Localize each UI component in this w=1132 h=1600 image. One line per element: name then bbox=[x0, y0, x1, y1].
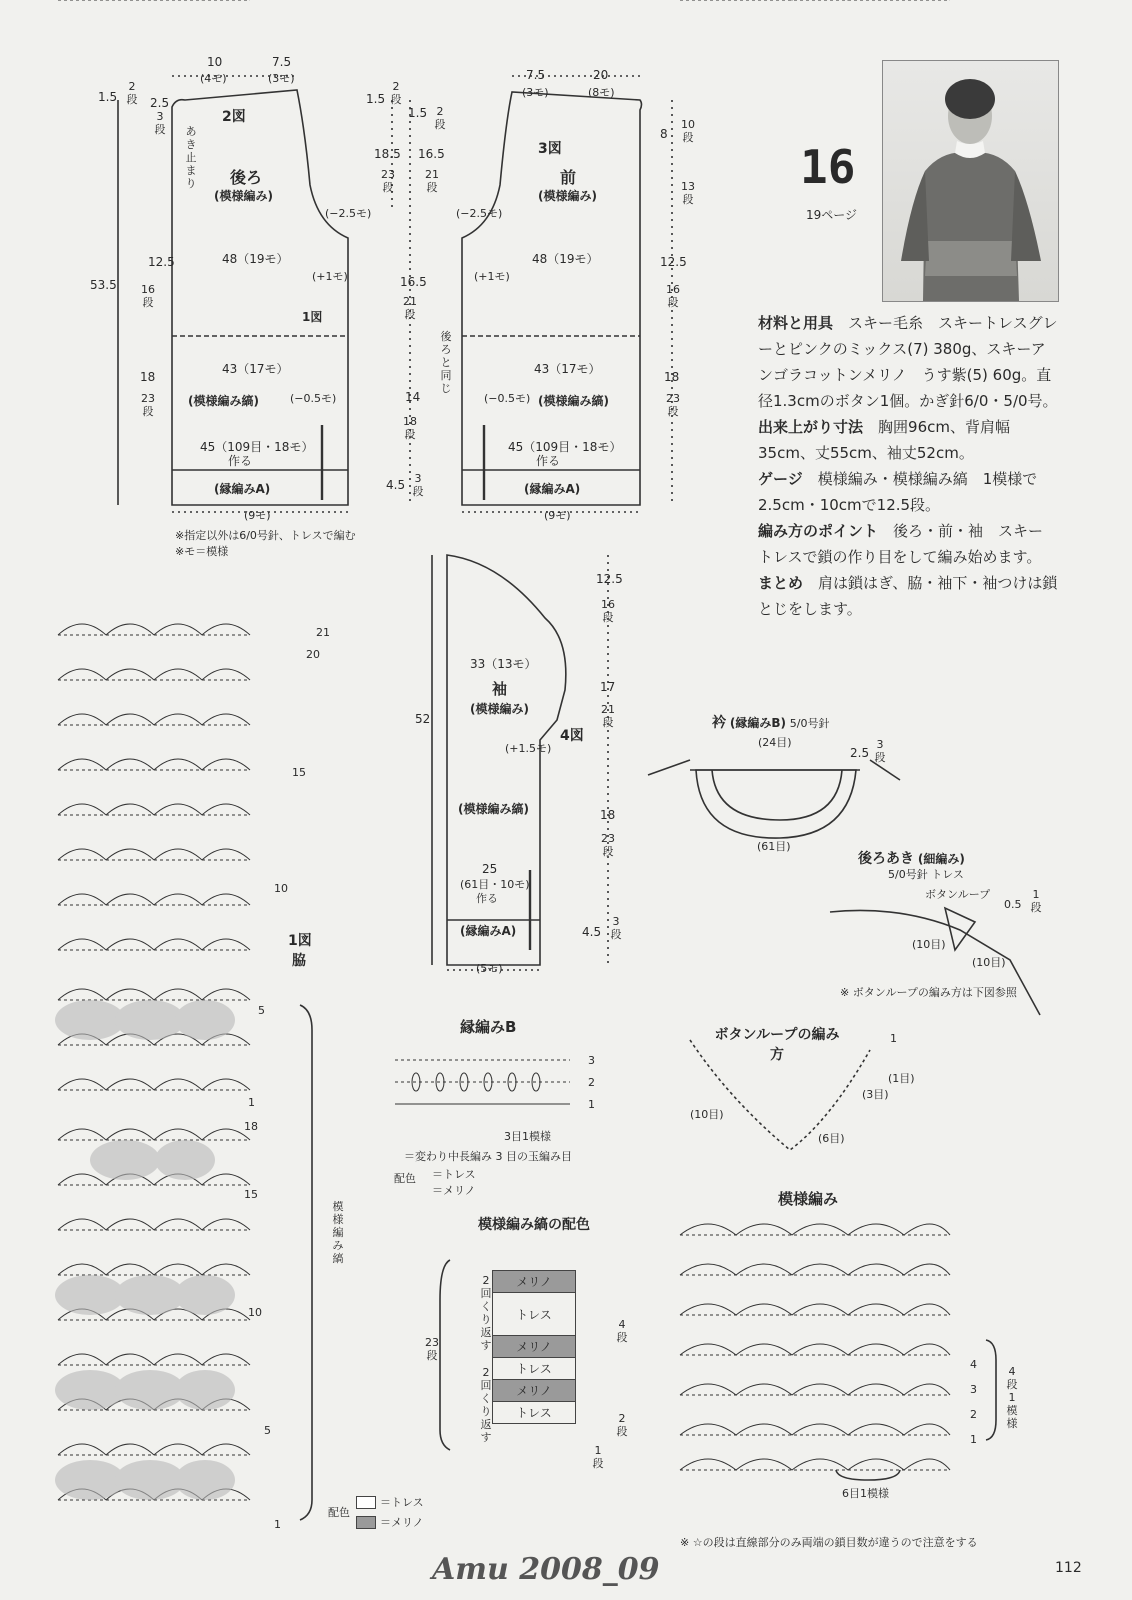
collar-bottom: (61目) bbox=[757, 840, 791, 853]
side-chart-stripe-label: 模様編み縞 bbox=[332, 1200, 344, 1265]
back-fig1: 1図 bbox=[302, 310, 323, 324]
stripe-rep1: 2回くり返す bbox=[480, 1274, 492, 1352]
materials-text: スキー毛糸 スキートレスグレーとピンクのミックス(7) 380g、スキーアンゴラコットンメリノ うす紫(5) 60g。直径1.3cmのボタン1個。かぎ針6/0・5/0号。 bbox=[758, 314, 1058, 410]
collar-needle: 5/0号針 bbox=[789, 717, 830, 730]
side-mark-15b: 15 bbox=[244, 1188, 258, 1201]
finish-label: まとめ bbox=[758, 574, 804, 592]
loop-l1: (1目) bbox=[888, 1072, 915, 1085]
back-r16: 16段 bbox=[141, 283, 155, 309]
back-subtitle: (模様編み) bbox=[214, 189, 273, 203]
magazine-title: Amu 2008_09 bbox=[432, 1552, 660, 1587]
side-mark-1: 1 bbox=[248, 1096, 255, 1109]
collar-subtitle: (縁編みB) bbox=[729, 716, 786, 730]
front-top-right: 20 bbox=[593, 68, 609, 82]
sleeve-h17: 17 bbox=[600, 680, 616, 694]
gauge-label: ゲージ bbox=[758, 470, 803, 488]
front-edge: (縁編みA) bbox=[524, 482, 581, 496]
side-mark-18: 18 bbox=[244, 1120, 258, 1133]
stripe-row-5: メリノ bbox=[493, 1380, 576, 1402]
back-h125: 12.5 bbox=[148, 255, 175, 269]
center-h14: 14 bbox=[405, 390, 421, 404]
back-dec05: (−0.5モ) bbox=[290, 392, 337, 405]
collar-h25: 2.5 bbox=[850, 746, 870, 760]
front-stripe: (模様編み縞) bbox=[538, 394, 609, 408]
stripe-rep2: 2回くり返す bbox=[480, 1366, 492, 1444]
stripe-row-1: メリノ bbox=[493, 1271, 576, 1293]
pattern-number: 16 bbox=[800, 140, 856, 194]
edge-b-repeat: 3目1模様 bbox=[504, 1130, 551, 1143]
loop-l6: (6目) bbox=[818, 1132, 845, 1145]
front-title: 前 bbox=[560, 168, 577, 187]
page-number: 112 bbox=[1055, 1560, 1082, 1576]
side-legend-cfg: 配色 bbox=[328, 1506, 350, 1519]
collar-heading bbox=[712, 712, 829, 732]
sleeve-outline bbox=[447, 555, 566, 965]
stripe-row-4: トレス bbox=[493, 1358, 576, 1380]
back-inc: (+1モ) bbox=[312, 270, 348, 283]
sleeve-stripe: (模様編み縞) bbox=[458, 802, 529, 816]
motif-row2: 2 bbox=[970, 1408, 977, 1421]
side-mark-15: 15 bbox=[292, 766, 306, 779]
back-opening-l10a: (10目) bbox=[912, 938, 946, 951]
motif-repeat-st: 6目1模様 bbox=[842, 1487, 889, 1500]
side-mark-5: 5 bbox=[258, 1004, 265, 1017]
loop-method-title: ボタンループの編み方 bbox=[714, 1027, 840, 1063]
back-opening-loop: ボタンループ bbox=[925, 888, 991, 901]
back-w48: 48（19モ） bbox=[222, 252, 289, 266]
point-label: 編み方のポイント bbox=[758, 522, 879, 540]
sleeve-h18: 18 bbox=[600, 808, 616, 822]
back-top-left: 10 bbox=[207, 55, 223, 69]
stripe-row-6: トレス bbox=[493, 1402, 576, 1424]
size-label: 出来上がり寸法 bbox=[758, 418, 864, 436]
back-dec: (−2.5モ) bbox=[325, 207, 372, 220]
back-top-right-st: (3モ) bbox=[268, 72, 295, 85]
back-opening-h05: 0.5 bbox=[1004, 898, 1022, 911]
center-h45: 4.5 bbox=[386, 478, 406, 492]
center-r23: 23段 bbox=[381, 168, 395, 194]
front-subtitle: (模様編み) bbox=[538, 189, 597, 203]
center-h15: 1.5 bbox=[366, 92, 386, 106]
motif-row3: 3 bbox=[970, 1383, 977, 1396]
materials-label: 材料と用具 bbox=[758, 314, 834, 332]
front-top-left: 7.5 bbox=[526, 68, 546, 82]
stripe-r4: 4段 bbox=[616, 1318, 628, 1344]
back-r2: 2段 bbox=[126, 80, 138, 106]
back-opening-l10b: (10目) bbox=[972, 956, 1006, 969]
back-opening-heading bbox=[858, 848, 965, 868]
back-h15: 1.5 bbox=[98, 90, 118, 104]
front-h8: 8 bbox=[660, 127, 668, 141]
front-inc: (+1モ) bbox=[474, 270, 510, 283]
sleeve-r16: 16段 bbox=[601, 598, 615, 624]
back-title: 後ろ bbox=[230, 168, 263, 187]
side-chart-subtitle: 脇 bbox=[292, 953, 306, 969]
collar-title: 衿 bbox=[712, 715, 726, 731]
edge-b-legend-tres: ＝トレス bbox=[432, 1168, 476, 1181]
pattern-instructions bbox=[758, 310, 1058, 622]
side-mark-1b: 1 bbox=[274, 1518, 281, 1531]
note-2: ※モ＝模様 bbox=[175, 545, 229, 558]
front-top-right-st: (8モ) bbox=[588, 86, 615, 99]
edge-b-row2: 2 bbox=[588, 1076, 595, 1089]
sleeve-r21: 21段 bbox=[601, 703, 615, 729]
sleeve-h45: 4.5 bbox=[582, 925, 602, 939]
side-legend-swatch-tres bbox=[356, 1496, 376, 1509]
back-make: 作る bbox=[228, 454, 253, 468]
back-top-right: 7.5 bbox=[272, 55, 292, 69]
back-bottom: (9モ) bbox=[244, 509, 271, 522]
back-fig-label: 2図 bbox=[222, 109, 246, 125]
center-r3: 3段 bbox=[412, 472, 424, 498]
collar-outline bbox=[696, 770, 856, 838]
center-r2: 2段 bbox=[390, 80, 402, 106]
center-h15b: 1.5 bbox=[408, 106, 428, 120]
front-r13: 13段 bbox=[681, 180, 695, 206]
back-opening: あき止まり bbox=[185, 125, 197, 190]
side-legend-merino: ＝メリノ bbox=[380, 1516, 424, 1529]
stripe-colors-title: 模様編み縞の配色 bbox=[478, 1217, 590, 1233]
front-top-left-st: (3モ) bbox=[522, 86, 549, 99]
center-h165b: 16.5 bbox=[400, 275, 427, 289]
sleeve-h52: 52 bbox=[415, 712, 431, 726]
side-legend-tres: ＝トレス bbox=[380, 1496, 424, 1509]
side-legend-swatch-merino bbox=[356, 1516, 376, 1529]
side-chart-title: 1図 bbox=[288, 933, 312, 949]
sleeve-bottom: (5モ) bbox=[476, 962, 503, 975]
side-mark-10b: 10 bbox=[248, 1306, 262, 1319]
back-opening-subtitle: (細編み) bbox=[917, 852, 965, 866]
back-opening-title: 後ろあき bbox=[858, 851, 914, 867]
back-edge: (縁編みA) bbox=[214, 482, 271, 496]
front-dec: (−2.5モ) bbox=[456, 207, 503, 220]
center-h185: 18.5 bbox=[374, 147, 401, 161]
back-top-left-st: (4モ) bbox=[200, 72, 227, 85]
back-opening-needle: 5/0号針 トレス bbox=[888, 868, 964, 881]
edge-b-title: 縁編みB bbox=[460, 1018, 517, 1036]
edge-b-legend-bobble: ＝変わり中長編み 3 目の玉編み目 bbox=[404, 1150, 572, 1163]
edge-b-row1: 1 bbox=[588, 1098, 595, 1111]
collar-top: (24目) bbox=[758, 736, 792, 749]
front-w43: 43（17モ） bbox=[534, 362, 601, 376]
center-r2b: 2段 bbox=[434, 105, 446, 131]
sleeve-inc: (+1.5モ) bbox=[505, 742, 552, 755]
sleeve-w33: 33（13モ） bbox=[470, 657, 537, 671]
sleeve-subtitle: (模様編み) bbox=[470, 702, 529, 716]
edge-b-legend-cfg: 配色 bbox=[394, 1172, 416, 1185]
back-w43: 43（17モ） bbox=[222, 362, 289, 376]
back-stripe: (模様編み縞) bbox=[188, 394, 259, 408]
edge-b-row3: 3 bbox=[588, 1054, 595, 1067]
finish-text: 肩は鎖はぎ、脇・袖下・袖つけは鎖とじをします。 bbox=[758, 574, 1058, 618]
front-r16: 16段 bbox=[666, 283, 680, 309]
motif-row1: 1 bbox=[970, 1433, 977, 1446]
gauge-text: 模様編み・模様編み縞 1模様で2.5cm・10cmで12.5段。 bbox=[758, 470, 1038, 514]
sleeve-w25: 25 bbox=[482, 862, 498, 876]
front-w48: 48（19モ） bbox=[532, 252, 599, 266]
back-r23: 23段 bbox=[141, 392, 155, 418]
center-r21: 21段 bbox=[425, 168, 439, 194]
side-mark-5b: 5 bbox=[264, 1424, 271, 1437]
side-mark-10: 10 bbox=[274, 882, 288, 895]
center-r18: 18段 bbox=[403, 415, 417, 441]
back-h25: 2.5 bbox=[150, 96, 170, 110]
front-bottom: (9モ) bbox=[544, 509, 571, 522]
center-h165a: 16.5 bbox=[418, 147, 445, 161]
front-dec05: (−0.5モ) bbox=[484, 392, 531, 405]
point-text: 後ろ・前・袖 スキートレスで鎖の作り目をして編み始めます。 bbox=[758, 522, 1044, 566]
note-1: ※指定以外は6/0号針、トレスで編む bbox=[175, 529, 356, 542]
loop-l10: (10目) bbox=[690, 1108, 724, 1121]
sleeve-r23: 23段 bbox=[601, 832, 615, 858]
stripe-color-table bbox=[492, 1270, 576, 1424]
motif-note: ※ ☆の段は直線部分のみ両端の鎖目数が違うので注意をする bbox=[680, 1536, 978, 1549]
page-ref: 19ページ bbox=[806, 208, 858, 222]
motif-title: 模様編み bbox=[778, 1190, 839, 1208]
back-r3: 3段 bbox=[154, 110, 166, 136]
front-r10: 10段 bbox=[681, 118, 695, 144]
sleeve-make: 作る bbox=[476, 892, 498, 905]
edge-b-legend-merino: ＝メリノ bbox=[432, 1184, 476, 1197]
motif-row4: 4 bbox=[970, 1358, 977, 1371]
back-h18: 18 bbox=[140, 370, 156, 384]
sweater-photo bbox=[882, 60, 1059, 302]
sleeve-w25b: (61目・10モ) bbox=[460, 878, 530, 891]
loop-l3: (3目) bbox=[862, 1088, 889, 1101]
side-mark-20: 20 bbox=[306, 648, 320, 661]
sleeve-r3: 3段 bbox=[610, 915, 622, 941]
sleeve-edge: (縁編みA) bbox=[460, 924, 517, 938]
loop-c1: 1 bbox=[890, 1032, 897, 1045]
front-r23: 23段 bbox=[666, 392, 680, 418]
stripe-r2: 2段 bbox=[616, 1412, 628, 1438]
sleeve-title: 袖 bbox=[492, 680, 508, 698]
front-h18: 18 bbox=[664, 370, 680, 384]
stripe-r23: 23段 bbox=[425, 1336, 439, 1362]
side-mark-21: 21 bbox=[316, 626, 330, 639]
front-w45: 45（109目・18モ） bbox=[508, 440, 622, 454]
sleeve-h125: 12.5 bbox=[596, 572, 623, 586]
back-opening-r1: 1段 bbox=[1030, 888, 1042, 914]
collar-r3: 3段 bbox=[874, 738, 886, 764]
size-text: 胸囲96cm、背肩幅35cm、丈55cm、袖丈52cm。 bbox=[758, 418, 1010, 462]
stripe-r1: 1段 bbox=[592, 1444, 604, 1470]
front-fig: 3図 bbox=[538, 141, 562, 157]
front-make: 作る bbox=[536, 454, 561, 468]
motif-repeat-rows: 4段1模様 bbox=[1006, 1365, 1018, 1430]
center-r21b: 21段 bbox=[403, 295, 417, 321]
front-h125: 12.5 bbox=[660, 255, 687, 269]
stripe-row-3: メリノ bbox=[493, 1336, 576, 1358]
back-opening-note: ※ ボタンループの編み方は下図参照 bbox=[840, 986, 1017, 999]
stripe-row-2: トレス bbox=[493, 1293, 576, 1336]
back-w45: 45（109目・18モ） bbox=[200, 440, 314, 454]
back-h535: 53.5 bbox=[90, 278, 117, 292]
sleeve-fig: 4図 bbox=[560, 728, 584, 744]
front-same: 後ろと同じ bbox=[440, 330, 452, 395]
